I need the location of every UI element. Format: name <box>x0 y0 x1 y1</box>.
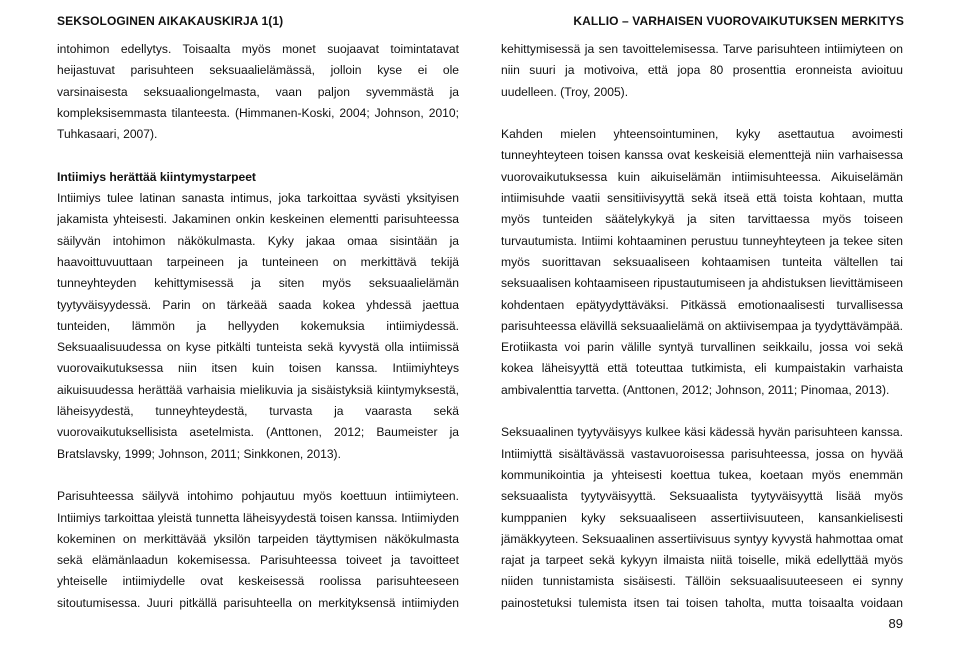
text-line: sekä elämänlaadun kokemisessa. Parisuhteessa toiveet ja tavoitteet <box>57 553 459 568</box>
text-line: Parisuhteessa säilyvä intohimo pohjautuu myös koettuun intiimiyteen. <box>57 489 459 504</box>
paragraph-2 <box>57 188 459 465</box>
text-line: kokea läheisyyttä että toteuttaa tutkimista, eli kumpaistakin varhaista <box>501 361 903 376</box>
text-line: läheisyydestä, tunneyhteydestä, turvasta ja vaarasta sekä <box>57 404 459 419</box>
text-line: Seksuaalisuudessa on kyse pitkälti tunteista sekä kyvystä olla intiimissä <box>57 340 459 355</box>
text-line: Intiimiys tarkoittaa yleistä tunnetta läheisyydestä toisen kanssa. Intiimiyden <box>57 510 459 525</box>
text-line: intohimon edellytys. Toisaalta myös monet suojaavat toimintatavat <box>57 42 459 56</box>
text-line: vuorovaikutuksellisista asetelmista. (Anttonen, 2012; Baumeister ja <box>57 425 459 440</box>
text-line: seksuaalista tyytyväisyyttä. Seksuaalista tyytyväisyyttä lisää myös <box>501 489 903 504</box>
text-line: kompleksisemmasta tilanteesta. (Himmanen-Koski, 2004; Johnson, 2010; <box>57 105 459 120</box>
text-line: uudelleen. (Troy, 2005). <box>501 84 629 99</box>
text-line: Bratslavsky, 1999; Johnson, 2011; Sinkkonen, 2013). <box>57 446 341 461</box>
text-line: kumppanien kyky seksuaaliseen assertiivisuuteen, kansankielisesti <box>501 510 903 525</box>
text-line: rajat ja tarpeet sekä kykyyn ilmaista niitä toiselle, mikä edellyttää myös <box>501 553 903 568</box>
text-line: niiden tunnistamista sisäisesti. Tällöin seksuaalisuuteeseen ei synny <box>501 574 903 589</box>
text-line: turvautumista. Intiimi kohtaaminen perustuu tunneyhteyteen ja tekee siten <box>501 233 903 248</box>
text-line: parisuhteessa elävillä seksuaalielämä on aktiivisempaa ja tyydyttävämpää. <box>501 318 903 333</box>
paragraph-3 <box>57 486 459 614</box>
text-line: haavoittuvuuttaan tarpeineen ja tunteineen on merkittävä tekijä <box>57 254 459 269</box>
text-line: säilyvän intohimon näkökulmasta. Kyky jakaa omaa sisintään ja <box>57 233 459 248</box>
text-line: kommunikointia ja yhteisesti koettua tukea, koetaan myös enemmän <box>501 467 903 482</box>
text-line: Intiimiys tulee latinan sanasta intimus, joka tarkoittaa syvästi yksityisen <box>57 191 459 206</box>
text-line: tunneyhteyden kehittymisessä ja siten myös seksuaalielämän <box>57 276 459 291</box>
paragraph-3 <box>501 422 903 614</box>
running-header-journal: SEKSOLOGINEN AIKAKAUSKIRJA 1(1) <box>57 14 284 28</box>
text-line: Tuhkasaari, 2007). <box>57 127 158 142</box>
text-line: kohdentaen epätyydyttäväksi. Pitkässä emotionaalisesti turvallisessa <box>501 297 903 312</box>
text-line: seksuaalisen kohtaamiseen ripustautumiseen ja ahdistuksen lievittämiseen <box>501 276 903 291</box>
page-number: 89 <box>888 616 903 631</box>
text-line: intiimisuhde vaatii sensitiivisyyttä sekä itseä että toista kohtaan, mutta <box>501 191 903 206</box>
text-line: kehittymisessä ja sen tavoittelemisessa. Tarve parisuhteen intiimiyteen on <box>501 42 903 56</box>
text-line: painostetuksi tulemista itsen tai toisen taholta, mutta toisaalta voidaan <box>501 595 903 610</box>
text-line: varsinaisesta seksuaaliongelmasta, vaan paljon syvemmästä ja <box>57 84 459 99</box>
text-line: heijastuvat parisuhteen seksuaalielämässä, jolloin kyse ei ole <box>57 63 459 78</box>
text-line: niin suuri ja motivoiva, että jopa 80 prosenttia eronneista avioituu <box>501 63 903 78</box>
paragraph-2 <box>501 124 903 401</box>
text-line: vuorovaikutuksessa niin itsen kuin toisen kanssa. Intiimiyhteys <box>57 361 459 376</box>
text-line: tyytyväisyydessä. Parin on tärkeää saada kokea yhdessä jaettua <box>57 297 459 312</box>
text-line: jämäkkyyteen. Seksuaalinen assertiivisuus syntyy kyvystä hahmottaa omat <box>501 531 903 546</box>
left-column <box>57 39 459 614</box>
text-line: jakamista yhteisesti. Jakaminen onkin keskeinen elementti parisuhteessa <box>57 212 459 227</box>
running-header-article: KALLIO – VARHAISEN VUOROVAIKUTUKSEN MERKITYS <box>573 14 904 28</box>
right-column <box>501 39 903 614</box>
text-line: myös suorittavan seksuaaliseen kohtaamisen tunteita vältellen tai <box>501 254 903 269</box>
section-heading: Intiimiys herättää kiintymystarpeet <box>57 169 256 184</box>
text-line: vuorovaikutuksessa kuin aikuiselämän intiimisuhteessa. Aikuiselämän <box>501 169 903 184</box>
text-line: Seksuaalinen tyytyväisyys kulkee käsi kädessä hyvän parisuhteen kanssa. <box>501 425 903 440</box>
text-line: Erotiikasta voi parin välille syntyä turvallinen seikkailu, jossa voi sekä <box>501 340 903 355</box>
text-line: tunneyhteyteen toisen kanssa ovat keskeisiä elementtejä niin varhaisessa <box>501 148 903 163</box>
text-line: sitoutumisessa. Juuri pitkällä parisuhteella on merkityksensä intiimiyden <box>57 595 459 610</box>
text-line: ambivalenttia tarvetta. (Anttonen, 2012; Johnson, 2011; Pinomaa, 2013). <box>501 382 890 397</box>
text-line: myös tunteiden säätelykykyä ja siten tarvittaessa myös toiseen <box>501 212 903 227</box>
text-line: tunteiden, lämmön ja hellyyden kokemuksia intiimiydessä. <box>57 318 459 333</box>
paragraph-1 <box>501 39 903 103</box>
paragraph-1 <box>57 39 459 145</box>
text-line: yhteiselle intiimiydelle ovat keskeisessä roolissa parisuhteeseen <box>57 574 459 589</box>
text-line: aikuisuudessa herättää varhaisia mielikuvia ja sisäistyksiä kiintymyksestä, <box>57 382 459 397</box>
text-line: Kahden mielen yhteensointuminen, kyky asettautua avoimesti <box>501 127 903 142</box>
text-line: kokeminen on merkittävää yksilön tarpeiden täyttymisen näkökulmasta <box>57 531 459 546</box>
text-line: Intiimiyttä sisältävässä vastavuoroisessa parisuhteessa, jossa on hyvää <box>501 446 903 461</box>
